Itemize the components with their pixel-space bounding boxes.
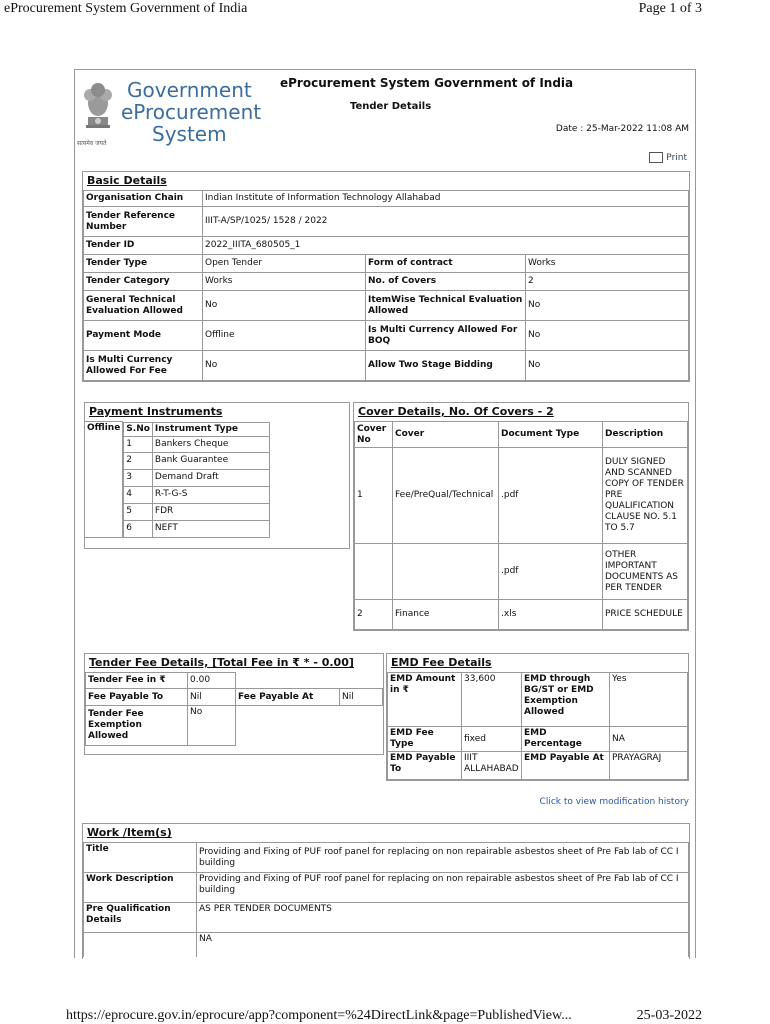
page-title: eProcurement System Government of India	[280, 76, 574, 90]
logo-line-3: System	[152, 122, 227, 146]
two-stage-label: Allow Two Stage Bidding	[366, 351, 526, 381]
fee-value: 0.00	[188, 673, 236, 689]
tender-type-label: Tender Type	[84, 255, 203, 273]
cover-no-header: Cover No	[355, 422, 393, 448]
table-row	[84, 843, 689, 873]
emd-pct-label: EMD Percentage	[522, 727, 610, 752]
instrument-sno: 5	[124, 503, 153, 520]
mcf-value: No	[203, 351, 366, 381]
table-row	[355, 448, 688, 544]
table-row	[84, 351, 689, 381]
work-title-value: Providing and Fixing of PUF roof panel for replacing on non repairable asbestos sheet of Pre Fab lab of CC I building	[197, 843, 689, 873]
table-row	[84, 191, 689, 207]
table-row	[84, 873, 689, 903]
work-extra-label	[84, 933, 197, 957]
table-row	[85, 422, 270, 538]
cover-details-section	[353, 402, 689, 631]
cover-details-heading: Cover Details, No. Of Covers - 2	[358, 405, 554, 418]
cover-doc-type: .xls	[499, 600, 603, 630]
table-row	[84, 273, 689, 291]
category-label: Tender Category	[84, 273, 203, 291]
tender-id-value: 2022_IIITA_680505_1	[203, 237, 689, 255]
covers-value: 2	[526, 273, 689, 291]
report-date: Date : 25-Mar-2022 11:08 AM	[555, 124, 689, 134]
cover-doc-type: .pdf	[499, 448, 603, 544]
instrument-name: NEFT	[152, 520, 269, 537]
table-row	[86, 673, 383, 689]
instrument-list-cell	[123, 422, 271, 538]
basic-details-section	[82, 171, 690, 382]
cover-no: 2	[355, 600, 393, 630]
footer-date: 25-03-2022	[636, 1008, 702, 1023]
logo-line-2: eProcurement	[121, 100, 262, 124]
list-item	[124, 452, 270, 469]
emd-payat-label: EMD Payable At	[522, 752, 610, 780]
instrument-name: Bankers Cheque	[152, 436, 269, 452]
category-value: Works	[203, 273, 366, 291]
list-item	[124, 503, 270, 520]
payment-instruments-section	[84, 402, 350, 549]
sno-header: S.No	[124, 422, 153, 436]
doc-type-header: Document Type	[499, 422, 603, 448]
basic-details-table	[83, 190, 689, 381]
emd-payto-value: IIIT ALLAHABAD	[462, 752, 522, 780]
iwt-label: ItemWise Technical Evaluation Allowed	[366, 291, 526, 321]
mcb-label: Is Multi Currency Allowed For BOQ	[366, 321, 526, 351]
work-title-label: Title	[84, 843, 197, 873]
emd-pct-value: NA	[610, 727, 688, 752]
work-items-heading: Work /Item(s)	[87, 826, 172, 839]
fee-exempt-label: Tender Fee Exemption Allowed	[86, 706, 188, 746]
fee-exempt-value: No	[188, 706, 236, 746]
print-label: Print	[666, 153, 687, 163]
tender-fee-section	[84, 653, 384, 755]
emd-amount-label: EMD Amount in ₹	[388, 673, 462, 727]
payment-mode-cell: Offline	[85, 422, 123, 538]
table-row	[84, 237, 689, 255]
instrument-sno: 4	[124, 486, 153, 503]
gepnic-logo	[75, 73, 275, 153]
form-label: Form of contract	[366, 255, 526, 273]
fee-payto-value: Nil	[188, 689, 236, 706]
national-emblem-icon	[75, 73, 121, 135]
printer-icon	[649, 152, 663, 163]
tender-fee-table	[85, 672, 383, 746]
cover-no: 1	[355, 448, 393, 544]
table-row	[86, 689, 383, 706]
table-row	[84, 933, 689, 957]
work-items-section	[82, 823, 690, 959]
payment-mode-value: Offline	[203, 321, 366, 351]
emd-fee-table	[387, 672, 688, 780]
spacer	[236, 673, 340, 689]
work-desc-label: Work Description	[84, 873, 197, 903]
org-value: Indian Institute of Information Technology Allahabad	[203, 191, 689, 207]
list-item	[124, 469, 270, 486]
fee-payat-label: Fee Payable At	[236, 689, 340, 706]
gte-label: General Technical Evaluation Allowed	[84, 291, 203, 321]
org-label: Organisation Chain	[84, 191, 203, 207]
emd-amount-value: 33,600	[462, 673, 522, 727]
cover-doc-type: .pdf	[499, 544, 603, 600]
work-extra-value: NA	[197, 933, 689, 957]
cover-description: PRICE SCHEDULE	[603, 600, 688, 630]
table-row	[124, 422, 270, 436]
prequal-label: Pre Qualification Details	[84, 903, 197, 933]
page-number: Page 1 of 3	[638, 1, 702, 16]
mcb-value: No	[526, 321, 689, 351]
work-items-table	[83, 842, 689, 957]
spacer	[340, 673, 383, 689]
page-header-title: eProcurement System Government of India	[4, 1, 248, 16]
footer-url: https://eprocure.gov.in/eprocure/app?component=%24DirectLink&page=PublishedView...	[66, 1008, 572, 1023]
list-item	[124, 436, 270, 452]
table-row	[84, 321, 689, 351]
logo-line-1: Government	[127, 78, 252, 102]
table-row	[84, 291, 689, 321]
gte-value: No	[203, 291, 366, 321]
work-desc-value: Providing and Fixing of PUF roof panel for replacing on non repairable asbestos sheet of Pre Fab lab of CC I building	[197, 873, 689, 903]
ref-value: IIIT-A/SP/1025/ 1528 / 2022	[203, 207, 689, 237]
tender-type-value: Open Tender	[203, 255, 366, 273]
emd-payat-value: PRAYAGRAJ	[610, 752, 688, 780]
instrument-header: Instrument Type	[152, 422, 269, 436]
prequal-value: AS PER TENDER DOCUMENTS	[197, 903, 689, 933]
ref-label: Tender Reference Number	[84, 207, 203, 237]
modification-history-link[interactable]: Click to view modification history	[539, 797, 689, 807]
tender-fee-heading: Tender Fee Details, [Total Fee in ₹ * - 0.00]	[89, 656, 354, 669]
description-header: Description	[603, 422, 688, 448]
instrument-sno: 2	[124, 452, 153, 469]
emd-payto-label: EMD Payable To	[388, 752, 462, 780]
emd-bg-label: EMD through BG/ST or EMD Exemption Allowed	[522, 673, 610, 727]
instrument-sno: 6	[124, 520, 153, 537]
spacer	[236, 706, 340, 746]
instrument-list	[123, 422, 270, 538]
table-row	[355, 544, 688, 600]
cover-details-table	[354, 421, 688, 630]
basic-details-heading: Basic Details	[87, 174, 167, 187]
cover-description: DULY SIGNED AND SCANNED COPY OF TENDER PRE QUALIFICATION CLAUSE NO. 5.1 TO 5.7	[603, 448, 688, 544]
spacer	[340, 706, 383, 746]
fee-payto-label: Fee Payable To	[86, 689, 188, 706]
instrument-name: Bank Guarantee	[152, 452, 269, 469]
list-item	[124, 520, 270, 537]
instrument-sno: 1	[124, 436, 153, 452]
payment-mode-label: Payment Mode	[84, 321, 203, 351]
table-row	[388, 752, 688, 780]
emd-type-label: EMD Fee Type	[388, 727, 462, 752]
cover-description: OTHER IMPORTANT DOCUMENTS AS PER TENDER	[603, 544, 688, 600]
payment-instruments-heading: Payment Instruments	[89, 405, 223, 418]
tender-id-label: Tender ID	[84, 237, 203, 255]
emd-fee-heading: EMD Fee Details	[391, 656, 492, 669]
cover-name	[393, 544, 499, 600]
tender-details-frame	[74, 69, 696, 958]
instrument-name: Demand Draft	[152, 469, 269, 486]
form-value: Works	[526, 255, 689, 273]
emd-fee-section	[386, 653, 689, 781]
table-row	[84, 903, 689, 933]
emd-bg-value: Yes	[610, 673, 688, 727]
cover-name: Finance	[393, 600, 499, 630]
instrument-sno: 3	[124, 469, 153, 486]
cover-header: Cover	[393, 422, 499, 448]
cover-name: Fee/PreQual/Technical	[393, 448, 499, 544]
list-item	[124, 486, 270, 503]
fee-payat-value: Nil	[340, 689, 383, 706]
print-button[interactable]	[649, 152, 687, 163]
iwt-value: No	[526, 291, 689, 321]
table-row	[355, 600, 688, 630]
table-row	[84, 255, 689, 273]
two-stage-value: No	[526, 351, 689, 381]
table-row	[388, 727, 688, 752]
logo-tagline: सत्यमेव जयते	[77, 140, 107, 147]
emd-type-value: fixed	[462, 727, 522, 752]
table-row	[84, 207, 689, 237]
fee-label: Tender Fee in ₹	[86, 673, 188, 689]
instrument-name: R-T-G-S	[152, 486, 269, 503]
covers-label: No. of Covers	[366, 273, 526, 291]
table-row	[355, 422, 688, 448]
page-subtitle: Tender Details	[350, 101, 432, 112]
instrument-name: FDR	[152, 503, 269, 520]
cover-no	[355, 544, 393, 600]
table-row	[388, 673, 688, 727]
payment-instruments-table	[85, 421, 270, 538]
mcf-label: Is Multi Currency Allowed For Fee	[84, 351, 203, 381]
table-row	[86, 706, 383, 746]
